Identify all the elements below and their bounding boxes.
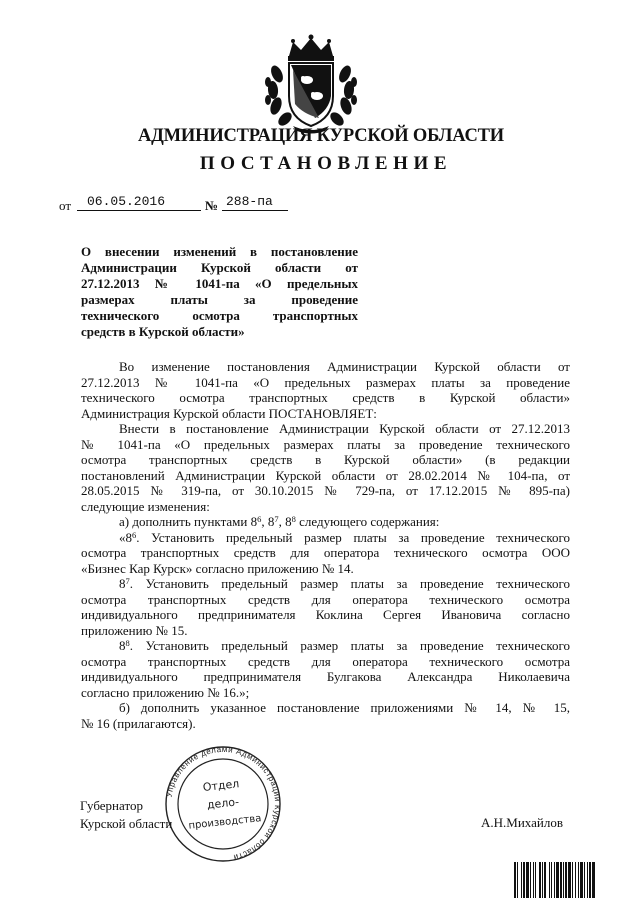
body-line	[81, 576, 570, 592]
barcode-bar	[572, 862, 573, 898]
superscript: 6	[257, 514, 262, 524]
barcode-bar	[535, 862, 536, 898]
body-line: б) дополнить указанное постановление приложениями № 14, № 15,	[119, 700, 570, 715]
clause-text: . Установить предельный размер платы за проведение технического	[129, 638, 570, 653]
subject-line: О внесении изменений в постановление	[81, 244, 358, 259]
superscript: 7	[274, 514, 279, 524]
item-a-text: , 8	[261, 514, 275, 529]
barcode-bar	[544, 862, 546, 898]
document-date: 06.05.2016	[77, 195, 201, 211]
body-line: осмотра транспортных средств для оператора технического осмотра	[81, 591, 570, 607]
barcode-bar	[526, 862, 529, 898]
date-label: от	[59, 198, 72, 213]
document-number: 288-па	[222, 195, 288, 211]
clause-number: 8	[119, 576, 126, 591]
clause-8-6	[81, 530, 570, 577]
barcode-bar	[565, 862, 567, 898]
amendment-paragraph	[81, 421, 570, 514]
barcode-bar	[521, 862, 522, 898]
body-line	[81, 638, 570, 654]
barcode-bar	[587, 862, 588, 898]
barcode-bar	[542, 862, 543, 898]
body-line: № 16 (прилагаются).	[81, 715, 196, 731]
item-b	[81, 700, 570, 731]
barcode-bar	[554, 862, 555, 898]
body-line: Во изменение постановления Администрации Курской области от	[119, 359, 570, 374]
signer-title-line: Курской области	[80, 816, 173, 831]
barcode-bar	[589, 862, 591, 898]
barcode-bar	[514, 862, 516, 898]
body-line: приложению № 15.	[81, 622, 188, 638]
body-line: осмотра транспортных средств для оператора технического осмотра ООО	[81, 545, 570, 560]
document-body	[81, 359, 570, 731]
barcode-bar	[530, 862, 531, 898]
subject-line: 27.12.2013 № 1041-па «О предельных	[81, 276, 358, 291]
barcode-bar	[584, 862, 585, 898]
item-a-text: следующего содержания:	[295, 514, 440, 529]
barcode-bar	[556, 862, 559, 898]
superscript: 7	[125, 576, 130, 586]
clause-number: «8	[119, 529, 132, 545]
body-line: 28.05.2015 № 319-па, от 30.10.2015 № 729-па, от 17.12.2015 № 895-па)	[81, 483, 570, 498]
barcode-bar	[551, 862, 552, 898]
body-line: согласно приложению № 16.»;	[81, 684, 250, 700]
body-line: индивидуального предпринимателя Коклина Сергея Ивановича согласно	[81, 607, 570, 622]
superscript: 8	[125, 638, 130, 648]
body-line: Внести в постановление Администрации Курской области от 27.12.2013	[119, 421, 570, 436]
body-line: № 1041-па «О предельных размерах платы за проведение технического	[81, 436, 570, 452]
clause-number: 8	[119, 638, 126, 653]
clause-text: . Установить предельный размер платы за проведение технического	[136, 529, 570, 545]
signer-name: А.Н.Михайлов	[481, 815, 563, 830]
barcode-bar	[533, 862, 534, 898]
body-line: «Бизнес Кар Курск» согласно приложению № 14.	[81, 560, 354, 576]
stamp-text: дело-	[206, 795, 240, 812]
subject-line: технического осмотра транспортных	[81, 308, 358, 323]
barcode-bar	[523, 862, 525, 898]
body-line: индивидуального предпринимателя Булгакова Александра Николаевича	[81, 669, 570, 684]
barcode-bar	[568, 862, 571, 898]
subject-line: средств в Курской области»	[81, 324, 245, 339]
barcode-bar	[539, 862, 541, 898]
body-line: Администрация Курской области ПОСТАНОВЛЯЕТ:	[81, 405, 377, 421]
stamp-text: Отдел	[202, 777, 240, 794]
barcode-bar	[578, 862, 579, 898]
barcode-bar	[560, 862, 562, 898]
item-a	[81, 514, 570, 530]
body-line: технического осмотра транспортных средств в Курской области»	[81, 390, 570, 405]
office-stamp	[160, 745, 286, 863]
clause-8-7	[81, 576, 570, 638]
body-line: осмотра транспортных средств для оператора технического осмотра	[81, 653, 570, 669]
document-subject	[81, 244, 358, 340]
subject-line: размерах платы за проведение	[81, 292, 358, 307]
body-line: 27.12.2013 № 1041-па «О предельных размерах платы за проведение	[81, 374, 570, 390]
stamp-text: производства	[188, 813, 262, 832]
body-line: следующие изменения:	[81, 498, 210, 514]
coat-of-arms-emblem	[263, 34, 359, 134]
barcode-bar	[549, 862, 550, 898]
barcode-bar	[575, 862, 576, 898]
signer-title-line: Губернатор	[80, 798, 143, 813]
stamp-ring-text: Управление делами Администрации Курской области	[164, 745, 283, 862]
barcode-bar	[592, 862, 595, 898]
superscript: 6	[132, 529, 137, 540]
signer-title	[80, 797, 172, 833]
item-a-text: а) дополнить пунктами 8	[119, 514, 258, 529]
clause-text: . Установить предельный размер платы за проведение технического	[129, 576, 570, 591]
body-line	[81, 530, 570, 546]
barcode-bar	[517, 862, 518, 898]
document-type: ПОСТАНОВЛЕНИЕ	[199, 153, 453, 174]
barcode-bar	[563, 862, 564, 898]
barcode	[514, 862, 622, 898]
number-label: №	[205, 198, 219, 213]
preamble-paragraph	[81, 359, 570, 421]
superscript: 8	[291, 514, 296, 524]
clause-8-8	[81, 638, 570, 700]
subject-line: Администрации Курской области от	[81, 260, 358, 275]
item-a-text: , 8	[278, 514, 292, 529]
body-line	[81, 514, 570, 530]
body-line: постановлений Администрации Курской области от 28.02.2014 № 104-па, от	[81, 467, 570, 483]
barcode-bar	[580, 862, 583, 898]
body-line: осмотра транспортных средств в Курской области» (в редакции	[81, 452, 570, 467]
agency-name: АДМИНИСТРАЦИЯ КУРСКОЙ ОБЛАСТИ	[137, 126, 505, 146]
